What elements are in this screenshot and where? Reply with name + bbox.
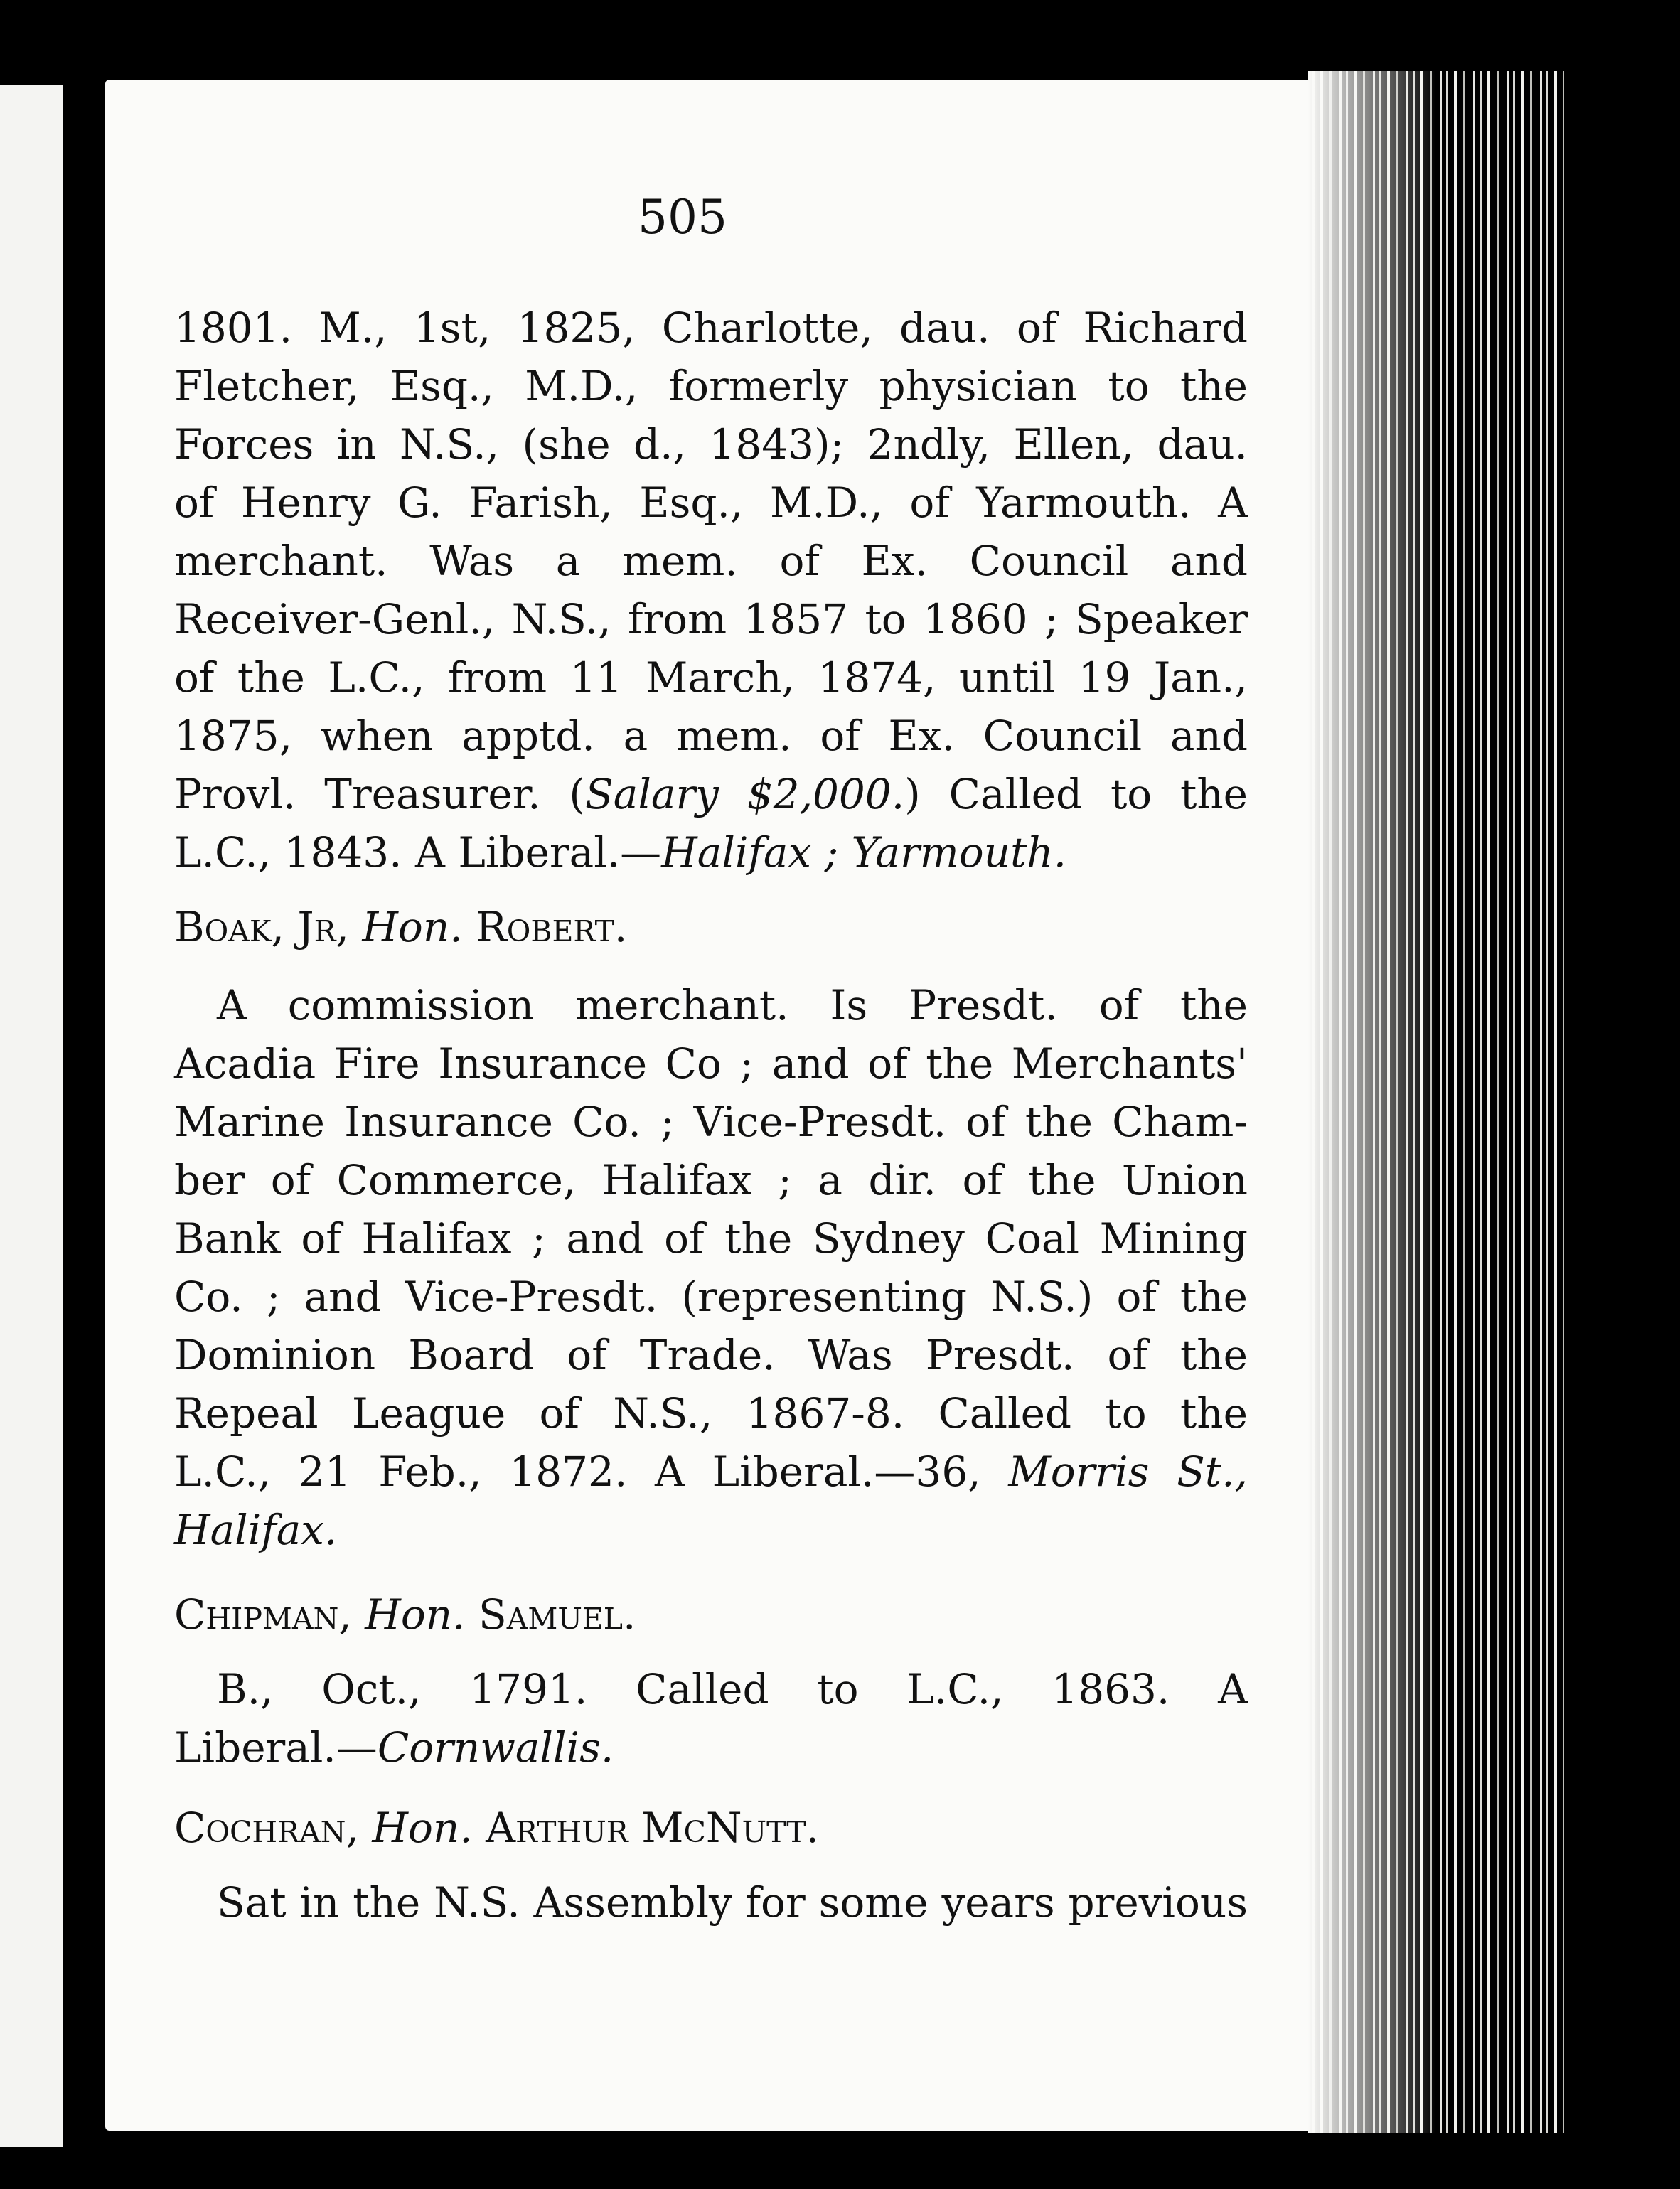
entry-heading-chipman xyxy=(174,1589,636,1640)
entry-heading-boak: Boak, Jr, Hon. Robert. xyxy=(174,903,628,951)
salary-italic: Salary $2,000. xyxy=(585,770,905,818)
address-italic: Morris St., xyxy=(1008,1447,1248,1496)
text-line: ber of Commerce, Halifax ; a dir. of the Union xyxy=(174,1156,1248,1204)
text-line: Repeal League of N.S., 1867-8. Called to the xyxy=(174,1389,1248,1438)
text-line: Sat in the N.S. Assembly for some years previous xyxy=(217,1878,1248,1927)
text-line: Forces in N.S., (she d., 1843); 2ndly, Ellen, dau. xyxy=(174,420,1248,469)
entry-heading-cochran xyxy=(174,1802,819,1853)
text-run: ) Called to the xyxy=(904,770,1248,818)
text-line: Marine Insurance Co. ; Vice-Presdt. of the Cham- xyxy=(174,1098,1248,1146)
text-line: Fletcher, Esq., M.D., formerly physician to the xyxy=(174,362,1248,410)
text-run: L.C., 1843. A Liberal.— xyxy=(174,828,662,877)
text-line: Bank of Halifax ; and of the Sydney Coal Mining xyxy=(174,1214,1248,1263)
honorific: Hon. xyxy=(372,1804,473,1852)
surname: Cochran, xyxy=(174,1804,359,1852)
text-line: Dominion Board of Trade. Was Presdt. of the xyxy=(174,1331,1248,1379)
text-line: Receiver-Genl., N.S., from 1857 to 1860 ; Speaker xyxy=(174,595,1248,643)
scan-border-right xyxy=(1564,0,1680,2189)
text-run: Provl. Treasurer. ( xyxy=(174,770,585,818)
previous-page-edge xyxy=(0,85,63,2147)
address-italic: Halifax. xyxy=(174,1506,338,1554)
text-line: 1801. M., 1st, 1825, Charlotte, dau. of Richard xyxy=(174,304,1248,352)
page-edge-fade xyxy=(1308,71,1436,2133)
text-line xyxy=(174,769,1248,820)
text-line xyxy=(174,1722,614,1773)
honorific: Hon. xyxy=(362,903,463,951)
given-name: Samuel. xyxy=(478,1590,636,1639)
page-number: 505 xyxy=(638,190,727,245)
given-name: Arthur McNutt. xyxy=(486,1804,820,1852)
text-line xyxy=(174,1504,337,1556)
text-run: L.C., 21 Feb., 1872. A Liberal.—36, xyxy=(174,1447,1009,1496)
given-name: Robert. xyxy=(476,903,628,951)
surname: Boak, Jr xyxy=(174,903,336,951)
text-line: B., Oct., 1791. Called to L.C., 1863. A xyxy=(217,1665,1248,1713)
text-line: of Henry G. Farish, Esq., M.D., of Yarmouth. A xyxy=(174,478,1248,527)
honorific: Hon. xyxy=(365,1590,466,1639)
place-italic: Halifax ; Yarmouth. xyxy=(661,828,1067,877)
text-line: A commission merchant. Is Presdt. of the xyxy=(217,981,1248,1029)
text-line: of the L.C., from 11 March, 1874, until 19 Jan., xyxy=(174,653,1248,702)
surname: Chipman, xyxy=(174,1590,352,1639)
text-line: Co. ; and Vice-Presdt. (representing N.S.) of the xyxy=(174,1273,1248,1321)
gutter-shadow xyxy=(63,71,105,2161)
text-line: Acadia Fire Insurance Co ; and of the Merchants' xyxy=(174,1039,1248,1088)
text-line: merchant. Was a mem. of Ex. Council and xyxy=(174,537,1248,585)
text-line xyxy=(174,827,1066,878)
text-line: 1875, when apptd. a mem. of Ex. Council and xyxy=(174,712,1248,760)
text-run: Liberal.— xyxy=(174,1723,378,1772)
text-line xyxy=(174,1446,1248,1497)
place-italic: Cornwallis. xyxy=(377,1723,614,1772)
